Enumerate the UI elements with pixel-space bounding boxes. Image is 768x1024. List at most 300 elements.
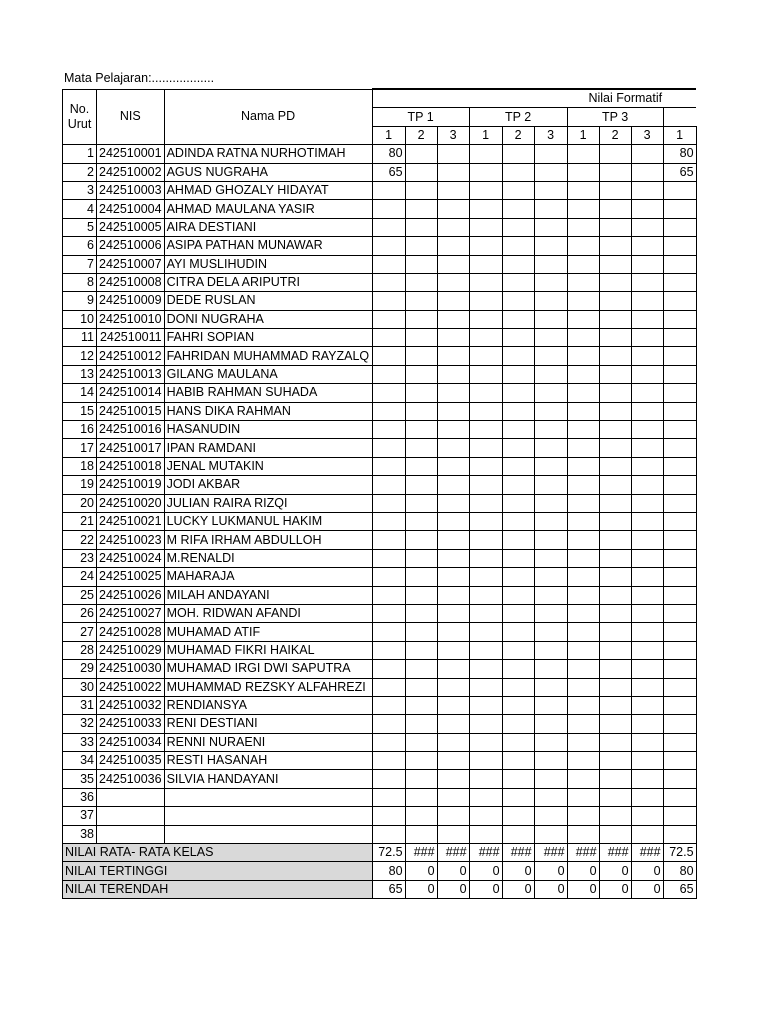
score-cell xyxy=(567,752,599,770)
score-cell xyxy=(599,384,631,402)
score-cell: 65 xyxy=(663,163,696,181)
score-cell xyxy=(534,807,567,825)
score-cell xyxy=(534,145,567,163)
score-cell xyxy=(437,531,469,549)
student-name: ASIPA PATHAN MUNAWAR xyxy=(164,237,372,255)
score-cell xyxy=(567,292,599,310)
row-number: 38 xyxy=(63,825,97,843)
score-cell xyxy=(502,347,534,365)
score-cell xyxy=(663,531,696,549)
score-cell xyxy=(567,439,599,457)
summary-value: ### xyxy=(405,844,437,862)
score-cell xyxy=(631,145,663,163)
score-cell xyxy=(372,549,405,567)
score-cell xyxy=(437,365,469,383)
score-cell xyxy=(502,329,534,347)
student-name: HANS DIKA RAHMAN xyxy=(164,402,372,420)
summary-value: 0 xyxy=(631,880,663,898)
row-number: 20 xyxy=(63,494,97,512)
table-row xyxy=(63,163,697,181)
row-number: 7 xyxy=(63,255,97,273)
score-cell xyxy=(502,825,534,843)
score-cell xyxy=(599,733,631,751)
score-cell xyxy=(663,310,696,328)
summary-value: 0 xyxy=(534,880,567,898)
table-row xyxy=(63,568,697,586)
score-cell xyxy=(599,623,631,641)
score-cell xyxy=(502,733,534,751)
score-cell xyxy=(567,421,599,439)
score-cell xyxy=(663,439,696,457)
score-cell xyxy=(502,476,534,494)
table-row xyxy=(63,237,697,255)
score-cell xyxy=(437,347,469,365)
student-name: MILAH ANDAYANI xyxy=(164,586,372,604)
score-cell xyxy=(534,641,567,659)
score-cell xyxy=(663,604,696,622)
score-cell xyxy=(534,384,567,402)
student-name: AHMAD GHOZALY HIDAYAT xyxy=(164,181,372,199)
student-nis: 242510022 xyxy=(97,678,165,696)
row-number: 25 xyxy=(63,586,97,604)
score-cell xyxy=(631,329,663,347)
score-cell xyxy=(663,549,696,567)
student-name: MUHAMAD FIKRI HAIKAL xyxy=(164,641,372,659)
score-cell xyxy=(534,365,567,383)
score-cell xyxy=(599,292,631,310)
score-cell xyxy=(567,237,599,255)
score-cell xyxy=(534,549,567,567)
summary-value: 72.5 xyxy=(663,844,696,862)
score-cell xyxy=(631,549,663,567)
score-cell xyxy=(534,457,567,475)
score-cell xyxy=(567,788,599,806)
score-cell xyxy=(663,384,696,402)
student-name: FAHRI SOPIAN xyxy=(164,329,372,347)
score-cell xyxy=(469,145,502,163)
score-cell xyxy=(534,476,567,494)
score-cell xyxy=(663,752,696,770)
student-name xyxy=(164,807,372,825)
score-cell xyxy=(502,531,534,549)
student-name xyxy=(164,788,372,806)
score-cell xyxy=(405,641,437,659)
score-cell xyxy=(567,200,599,218)
score-cell xyxy=(567,715,599,733)
score-cell xyxy=(567,807,599,825)
score-cell xyxy=(599,678,631,696)
score-cell xyxy=(437,200,469,218)
score-cell xyxy=(502,494,534,512)
header-sub-6: 3 xyxy=(534,126,567,144)
student-name: JULIAN RAIRA RIZQI xyxy=(164,494,372,512)
score-cell xyxy=(631,733,663,751)
score-cell xyxy=(534,402,567,420)
score-cell xyxy=(372,807,405,825)
score-cell xyxy=(663,476,696,494)
score-cell xyxy=(502,365,534,383)
score-cell xyxy=(405,512,437,530)
score-cell xyxy=(405,788,437,806)
score-cell xyxy=(405,715,437,733)
score-cell xyxy=(502,310,534,328)
header-sub-8: 2 xyxy=(599,126,631,144)
score-cell xyxy=(663,788,696,806)
table-row xyxy=(63,181,697,199)
score-cell xyxy=(599,310,631,328)
header-sub-3: 3 xyxy=(437,126,469,144)
score-cell xyxy=(502,678,534,696)
score-cell xyxy=(372,512,405,530)
score-cell xyxy=(599,604,631,622)
table-row xyxy=(63,641,697,659)
score-cell xyxy=(567,347,599,365)
score-cell xyxy=(599,568,631,586)
table-row xyxy=(63,402,697,420)
student-name: ADINDA RATNA NURHOTIMAH xyxy=(164,145,372,163)
score-cell xyxy=(372,218,405,236)
score-cell xyxy=(372,531,405,549)
student-name: GILANG MAULANA xyxy=(164,365,372,383)
score-cell xyxy=(405,200,437,218)
score-cell xyxy=(534,255,567,273)
student-nis: 242510009 xyxy=(97,292,165,310)
score-cell xyxy=(599,365,631,383)
score-cell xyxy=(405,255,437,273)
score-cell xyxy=(599,641,631,659)
score-cell xyxy=(437,218,469,236)
table-row xyxy=(63,310,697,328)
score-cell xyxy=(567,181,599,199)
score-cell xyxy=(534,163,567,181)
student-nis: 242510013 xyxy=(97,365,165,383)
score-cell xyxy=(372,788,405,806)
student-nis: 242510007 xyxy=(97,255,165,273)
score-cell xyxy=(567,218,599,236)
score-cell xyxy=(502,421,534,439)
student-name: M RIFA IRHAM ABDULLOH xyxy=(164,531,372,549)
score-cell xyxy=(599,421,631,439)
score-cell xyxy=(663,623,696,641)
row-number: 12 xyxy=(63,347,97,365)
summary-value: ### xyxy=(599,844,631,862)
student-name: AYI MUSLIHUDIN xyxy=(164,255,372,273)
score-cell: 80 xyxy=(663,145,696,163)
row-number: 5 xyxy=(63,218,97,236)
score-cell xyxy=(372,733,405,751)
score-cell xyxy=(469,604,502,622)
score-cell xyxy=(599,825,631,843)
header-sub-5: 2 xyxy=(502,126,534,144)
student-name: MUHAMAD ATIF xyxy=(164,623,372,641)
score-cell xyxy=(502,586,534,604)
row-number: 15 xyxy=(63,402,97,420)
score-cell xyxy=(372,439,405,457)
score-cell xyxy=(372,770,405,788)
student-nis: 242510024 xyxy=(97,549,165,567)
score-cell xyxy=(502,696,534,714)
summary-value: ### xyxy=(469,844,502,862)
score-cell xyxy=(599,347,631,365)
score-cell xyxy=(599,255,631,273)
summary-value: 0 xyxy=(469,880,502,898)
row-number: 33 xyxy=(63,733,97,751)
score-cell xyxy=(372,255,405,273)
score-cell xyxy=(469,660,502,678)
student-nis: 242510008 xyxy=(97,273,165,291)
score-cell xyxy=(405,145,437,163)
score-cell xyxy=(405,384,437,402)
student-nis: 242510034 xyxy=(97,733,165,751)
table-row xyxy=(63,531,697,549)
score-cell xyxy=(534,200,567,218)
score-cell xyxy=(534,752,567,770)
score-cell xyxy=(599,696,631,714)
score-cell xyxy=(631,402,663,420)
student-nis: 242510006 xyxy=(97,237,165,255)
score-cell xyxy=(437,678,469,696)
student-nis: 242510001 xyxy=(97,145,165,163)
table-row xyxy=(63,292,697,310)
score-cell xyxy=(567,549,599,567)
score-cell xyxy=(599,145,631,163)
header-sub-1: 1 xyxy=(372,126,405,144)
score-cell xyxy=(437,457,469,475)
score-cell xyxy=(502,752,534,770)
score-cell xyxy=(631,641,663,659)
score-cell xyxy=(437,402,469,420)
row-number: 34 xyxy=(63,752,97,770)
student-name: DEDE RUSLAN xyxy=(164,292,372,310)
score-cell xyxy=(502,549,534,567)
score-cell xyxy=(663,421,696,439)
header-no-urut: No. Urut xyxy=(63,89,97,145)
score-cell xyxy=(372,568,405,586)
score-cell xyxy=(663,181,696,199)
summary-value: 0 xyxy=(502,862,534,880)
score-cell xyxy=(372,586,405,604)
score-cell xyxy=(405,347,437,365)
score-cell xyxy=(502,163,534,181)
score-cell xyxy=(469,494,502,512)
student-name: RENDIANSYA xyxy=(164,696,372,714)
score-cell xyxy=(469,292,502,310)
score-cell xyxy=(663,733,696,751)
student-nis: 242510032 xyxy=(97,696,165,714)
score-cell xyxy=(469,181,502,199)
student-nis: 242510028 xyxy=(97,623,165,641)
score-cell xyxy=(599,531,631,549)
score-cell xyxy=(534,181,567,199)
score-cell xyxy=(631,788,663,806)
score-cell xyxy=(599,439,631,457)
student-nis: 242510011 xyxy=(97,329,165,347)
score-cell xyxy=(469,218,502,236)
score-cell xyxy=(534,494,567,512)
score-cell xyxy=(663,457,696,475)
score-cell xyxy=(534,568,567,586)
score-cell xyxy=(502,439,534,457)
table-row xyxy=(63,752,697,770)
score-cell xyxy=(372,384,405,402)
score-cell xyxy=(599,549,631,567)
table-row xyxy=(63,604,697,622)
summary-value: 0 xyxy=(502,880,534,898)
table-row xyxy=(63,365,697,383)
score-cell xyxy=(534,347,567,365)
score-cell xyxy=(631,181,663,199)
student-nis: 242510019 xyxy=(97,476,165,494)
score-cell xyxy=(372,825,405,843)
header-sub-10: 1 xyxy=(663,126,696,144)
student-name: MOH. RIDWAN AFANDI xyxy=(164,604,372,622)
score-cell xyxy=(502,237,534,255)
score-cell xyxy=(663,660,696,678)
score-cell xyxy=(469,200,502,218)
score-cell xyxy=(502,660,534,678)
score-cell xyxy=(567,678,599,696)
summary-value: 0 xyxy=(631,862,663,880)
table-row xyxy=(63,255,697,273)
score-cell xyxy=(405,752,437,770)
summary-value: ### xyxy=(437,844,469,862)
score-cell xyxy=(405,678,437,696)
row-number: 28 xyxy=(63,641,97,659)
score-cell xyxy=(372,715,405,733)
score-cell xyxy=(437,494,469,512)
score-cell xyxy=(437,752,469,770)
score-cell xyxy=(631,163,663,181)
row-number: 26 xyxy=(63,604,97,622)
row-number: 32 xyxy=(63,715,97,733)
score-cell xyxy=(372,421,405,439)
score-cell xyxy=(599,770,631,788)
score-cell xyxy=(469,255,502,273)
score-cell xyxy=(437,384,469,402)
score-cell xyxy=(631,292,663,310)
score-cell xyxy=(534,660,567,678)
score-cell xyxy=(663,273,696,291)
score-cell xyxy=(567,512,599,530)
score-cell xyxy=(405,696,437,714)
header-tp-blank xyxy=(663,108,696,126)
student-nis: 242510010 xyxy=(97,310,165,328)
score-cell xyxy=(469,696,502,714)
score-cell xyxy=(469,384,502,402)
score-cell xyxy=(372,641,405,659)
score-cell xyxy=(567,660,599,678)
score-cell xyxy=(534,329,567,347)
score-cell xyxy=(437,292,469,310)
table-row xyxy=(63,678,697,696)
score-cell xyxy=(631,825,663,843)
student-nis xyxy=(97,825,165,843)
score-cell xyxy=(567,733,599,751)
score-cell xyxy=(372,181,405,199)
score-cell xyxy=(372,310,405,328)
score-cell xyxy=(502,641,534,659)
header-sub-4: 1 xyxy=(469,126,502,144)
table-row xyxy=(63,145,697,163)
student-name: RESTI HASANAH xyxy=(164,752,372,770)
score-cell xyxy=(469,365,502,383)
score-cell xyxy=(502,200,534,218)
score-cell xyxy=(567,641,599,659)
score-cell xyxy=(437,641,469,659)
score-cell xyxy=(469,715,502,733)
score-cell xyxy=(567,365,599,383)
score-cell xyxy=(405,163,437,181)
subject-line: Mata Pelajaran:.................. xyxy=(64,71,215,85)
student-nis: 242510029 xyxy=(97,641,165,659)
score-cell xyxy=(469,733,502,751)
score-cell xyxy=(405,568,437,586)
row-number: 27 xyxy=(63,623,97,641)
score-cell xyxy=(534,512,567,530)
score-cell xyxy=(631,715,663,733)
score-cell xyxy=(437,623,469,641)
score-cell xyxy=(567,402,599,420)
student-nis: 242510004 xyxy=(97,200,165,218)
score-cell xyxy=(663,678,696,696)
student-nis xyxy=(97,807,165,825)
score-cell xyxy=(534,678,567,696)
score-cell xyxy=(405,365,437,383)
score-cell xyxy=(437,421,469,439)
header-nama: Nama PD xyxy=(164,89,372,145)
student-nis: 242510036 xyxy=(97,770,165,788)
score-cell xyxy=(405,329,437,347)
score-cell xyxy=(437,733,469,751)
score-cell xyxy=(631,807,663,825)
header-sub-2: 2 xyxy=(405,126,437,144)
student-name: FAHRIDAN MUHAMMAD RAYZALQ xyxy=(164,347,372,365)
score-cell xyxy=(534,770,567,788)
score-cell xyxy=(663,586,696,604)
row-number: 14 xyxy=(63,384,97,402)
score-cell xyxy=(663,218,696,236)
score-cell xyxy=(372,402,405,420)
row-number: 3 xyxy=(63,181,97,199)
table-row xyxy=(63,421,697,439)
score-cell xyxy=(599,457,631,475)
score-cell xyxy=(469,310,502,328)
score-cell xyxy=(502,384,534,402)
score-cell xyxy=(631,200,663,218)
summary-label: NILAI TERENDAH xyxy=(63,880,373,898)
table-row xyxy=(63,200,697,218)
score-cell xyxy=(405,623,437,641)
score-cell xyxy=(469,825,502,843)
score-cell xyxy=(599,807,631,825)
table-row xyxy=(63,384,697,402)
score-cell xyxy=(469,788,502,806)
header-tp-3: TP 3 xyxy=(567,108,663,126)
score-cell xyxy=(502,181,534,199)
score-cell xyxy=(437,715,469,733)
score-cell xyxy=(631,421,663,439)
score-cell xyxy=(663,568,696,586)
score-cell xyxy=(599,715,631,733)
header-row-1 xyxy=(63,89,697,108)
score-cell xyxy=(663,200,696,218)
score-cell xyxy=(502,218,534,236)
score-cell xyxy=(502,604,534,622)
score-cell xyxy=(567,329,599,347)
score-cell xyxy=(437,568,469,586)
score-cell xyxy=(534,273,567,291)
score-cell xyxy=(567,586,599,604)
